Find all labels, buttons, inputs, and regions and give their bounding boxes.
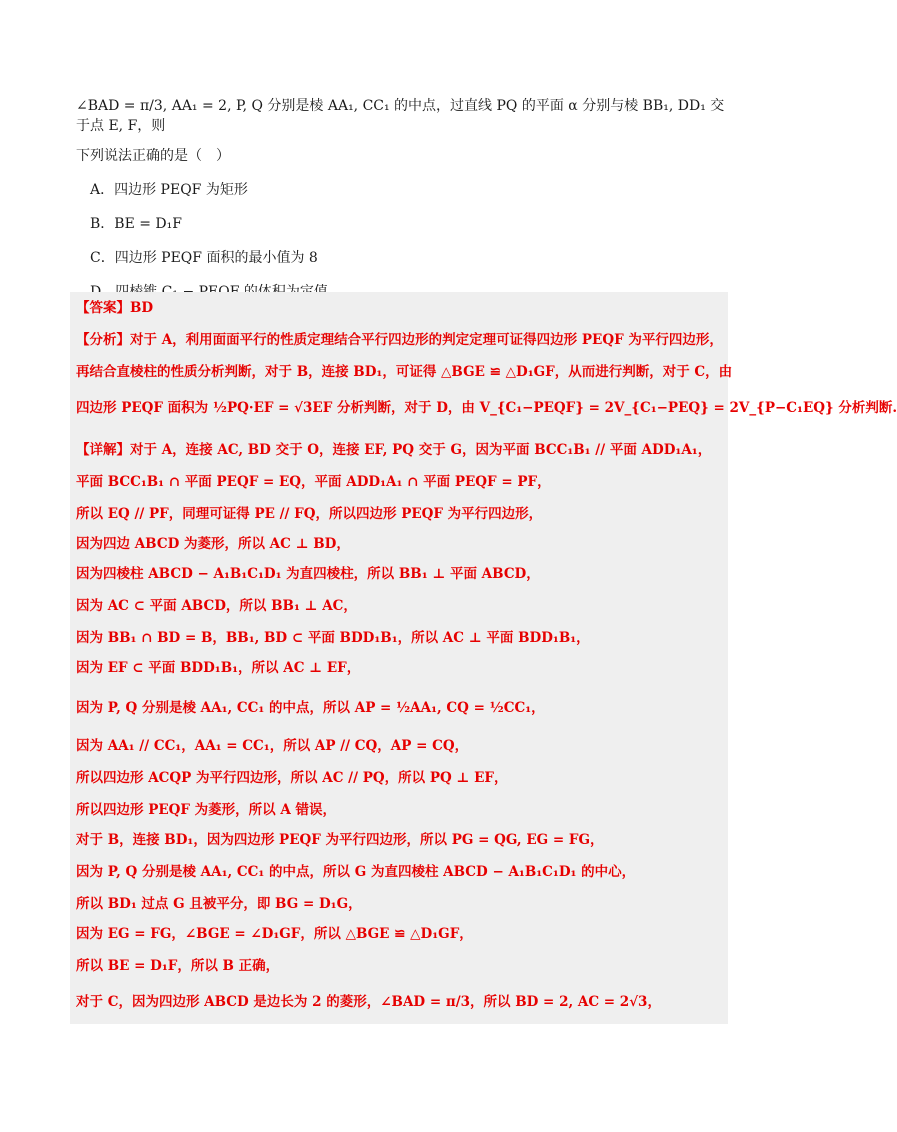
- detail-line-8: 因为 EF ⊂ 平面 BDD₁B₁，所以 AC ⊥ EF，: [76, 660, 361, 676]
- detail-line-13: 对于 B，连接 BD₁，因为四边形 PEQF 为平行四边形，所以 PG = QG, EG = FG，: [76, 832, 604, 848]
- detail-line-14: 因为 P, Q 分别是棱 AA₁, CC₁ 的中点，所以 G 为直四棱柱 ABCD − A₁B₁C₁D₁ 的中心，: [76, 864, 636, 880]
- analysis-line-3: 四边形 PEQF 面积为 ½PQ·EF = √3EF 分析判断，对于 D，由 V_{C₁−PEQF} = 2V_{C₁−PEQ} = 2V_{P−C₁EQ} 分析判断.: [76, 400, 897, 416]
- question-block: [76, 96, 736, 302]
- detail-line-17: 所以 BE = D₁F，所以 B 正确，: [76, 958, 280, 974]
- detail-line-15: 所以 BD₁ 过点 G 且被平分，即 BG = D₁G，: [76, 896, 362, 912]
- answer-block: [70, 292, 897, 1024]
- detail-line-1: 【详解】对于 A，连接 AC, BD 交于 O，连接 EF, PQ 交于 G，因为平面 BCC₁B₁ // 平面 ADD₁A₁，: [76, 442, 712, 458]
- analysis-line-2: 再结合直棱柱的性质分析判断，对于 B，连接 BD₁，可证得 △BGE ≌ △D₁GF，从而进行判断，对于 C，由: [76, 364, 733, 380]
- detail-line-6: 因为 AC ⊂ 平面 ABCD，所以 BB₁ ⊥ AC，: [76, 598, 357, 614]
- answer-label: 【答案】BD: [76, 300, 154, 316]
- detail-line-9: 因为 P, Q 分别是棱 AA₁, CC₁ 的中点，所以 AP = ½AA₁, CQ = ½CC₁，: [76, 700, 545, 716]
- question-stem-line1: ∠BAD = π/3, AA₁ = 2, P, Q 分别是棱 AA₁, CC₁ 的中点，过直线 PQ 的平面 α 分别与棱 BB₁, DD₁ 交于点 E, F，则: [76, 98, 725, 134]
- option-a: A．四边形 PEQF 为矩形: [90, 182, 248, 198]
- option-c: C．四边形 PEQF 面积的最小值为 8: [90, 250, 318, 266]
- detail-line-16: 因为 EG = FG，∠BGE = ∠D₁GF，所以 △BGE ≌ △D₁GF，: [76, 926, 473, 942]
- question-stem-line2: 下列说法正确的是（ ）: [76, 148, 230, 164]
- detail-line-11: 所以四边形 ACQP 为平行四边形，所以 AC // PQ，所以 PQ ⊥ EF，: [76, 770, 508, 786]
- detail-line-10: 因为 AA₁ // CC₁，AA₁ = CC₁，所以 AP // CQ，AP = CQ，: [76, 738, 469, 754]
- detail-line-7: 因为 BB₁ ∩ BD = B，BB₁, BD ⊂ 平面 BDD₁B₁，所以 AC ⊥ 平面 BDD₁B₁，: [76, 630, 590, 646]
- detail-line-5: 因为四棱柱 ABCD − A₁B₁C₁D₁ 为直四棱柱，所以 BB₁ ⊥ 平面 ABCD，: [76, 566, 540, 582]
- detail-line-12: 所以四边形 PEQF 为菱形，所以 A 错误，: [76, 802, 337, 818]
- detail-line-2: 平面 BCC₁B₁ ∩ 平面 PEQF = EQ，平面 ADD₁A₁ ∩ 平面 PEQF = PF，: [76, 474, 551, 490]
- detail-line-18: 对于 C，因为四边形 ABCD 是边长为 2 的菱形，∠BAD = π/3，所以 BD = 2, AC = 2√3，: [76, 994, 661, 1010]
- option-b: B．BE = D₁F: [90, 216, 182, 232]
- detail-line-4: 因为四边 ABCD 为菱形，所以 AC ⊥ BD，: [76, 536, 350, 552]
- analysis-line-1: 【分析】对于 A，利用面面平行的性质定理结合平行四边形的判定定理可证得四边形 PEQF 为平行四边形，: [76, 332, 723, 348]
- detail-line-3: 所以 EQ // PF，同理可证得 PE // FQ，所以四边形 PEQF 为平行四边形，: [76, 506, 543, 522]
